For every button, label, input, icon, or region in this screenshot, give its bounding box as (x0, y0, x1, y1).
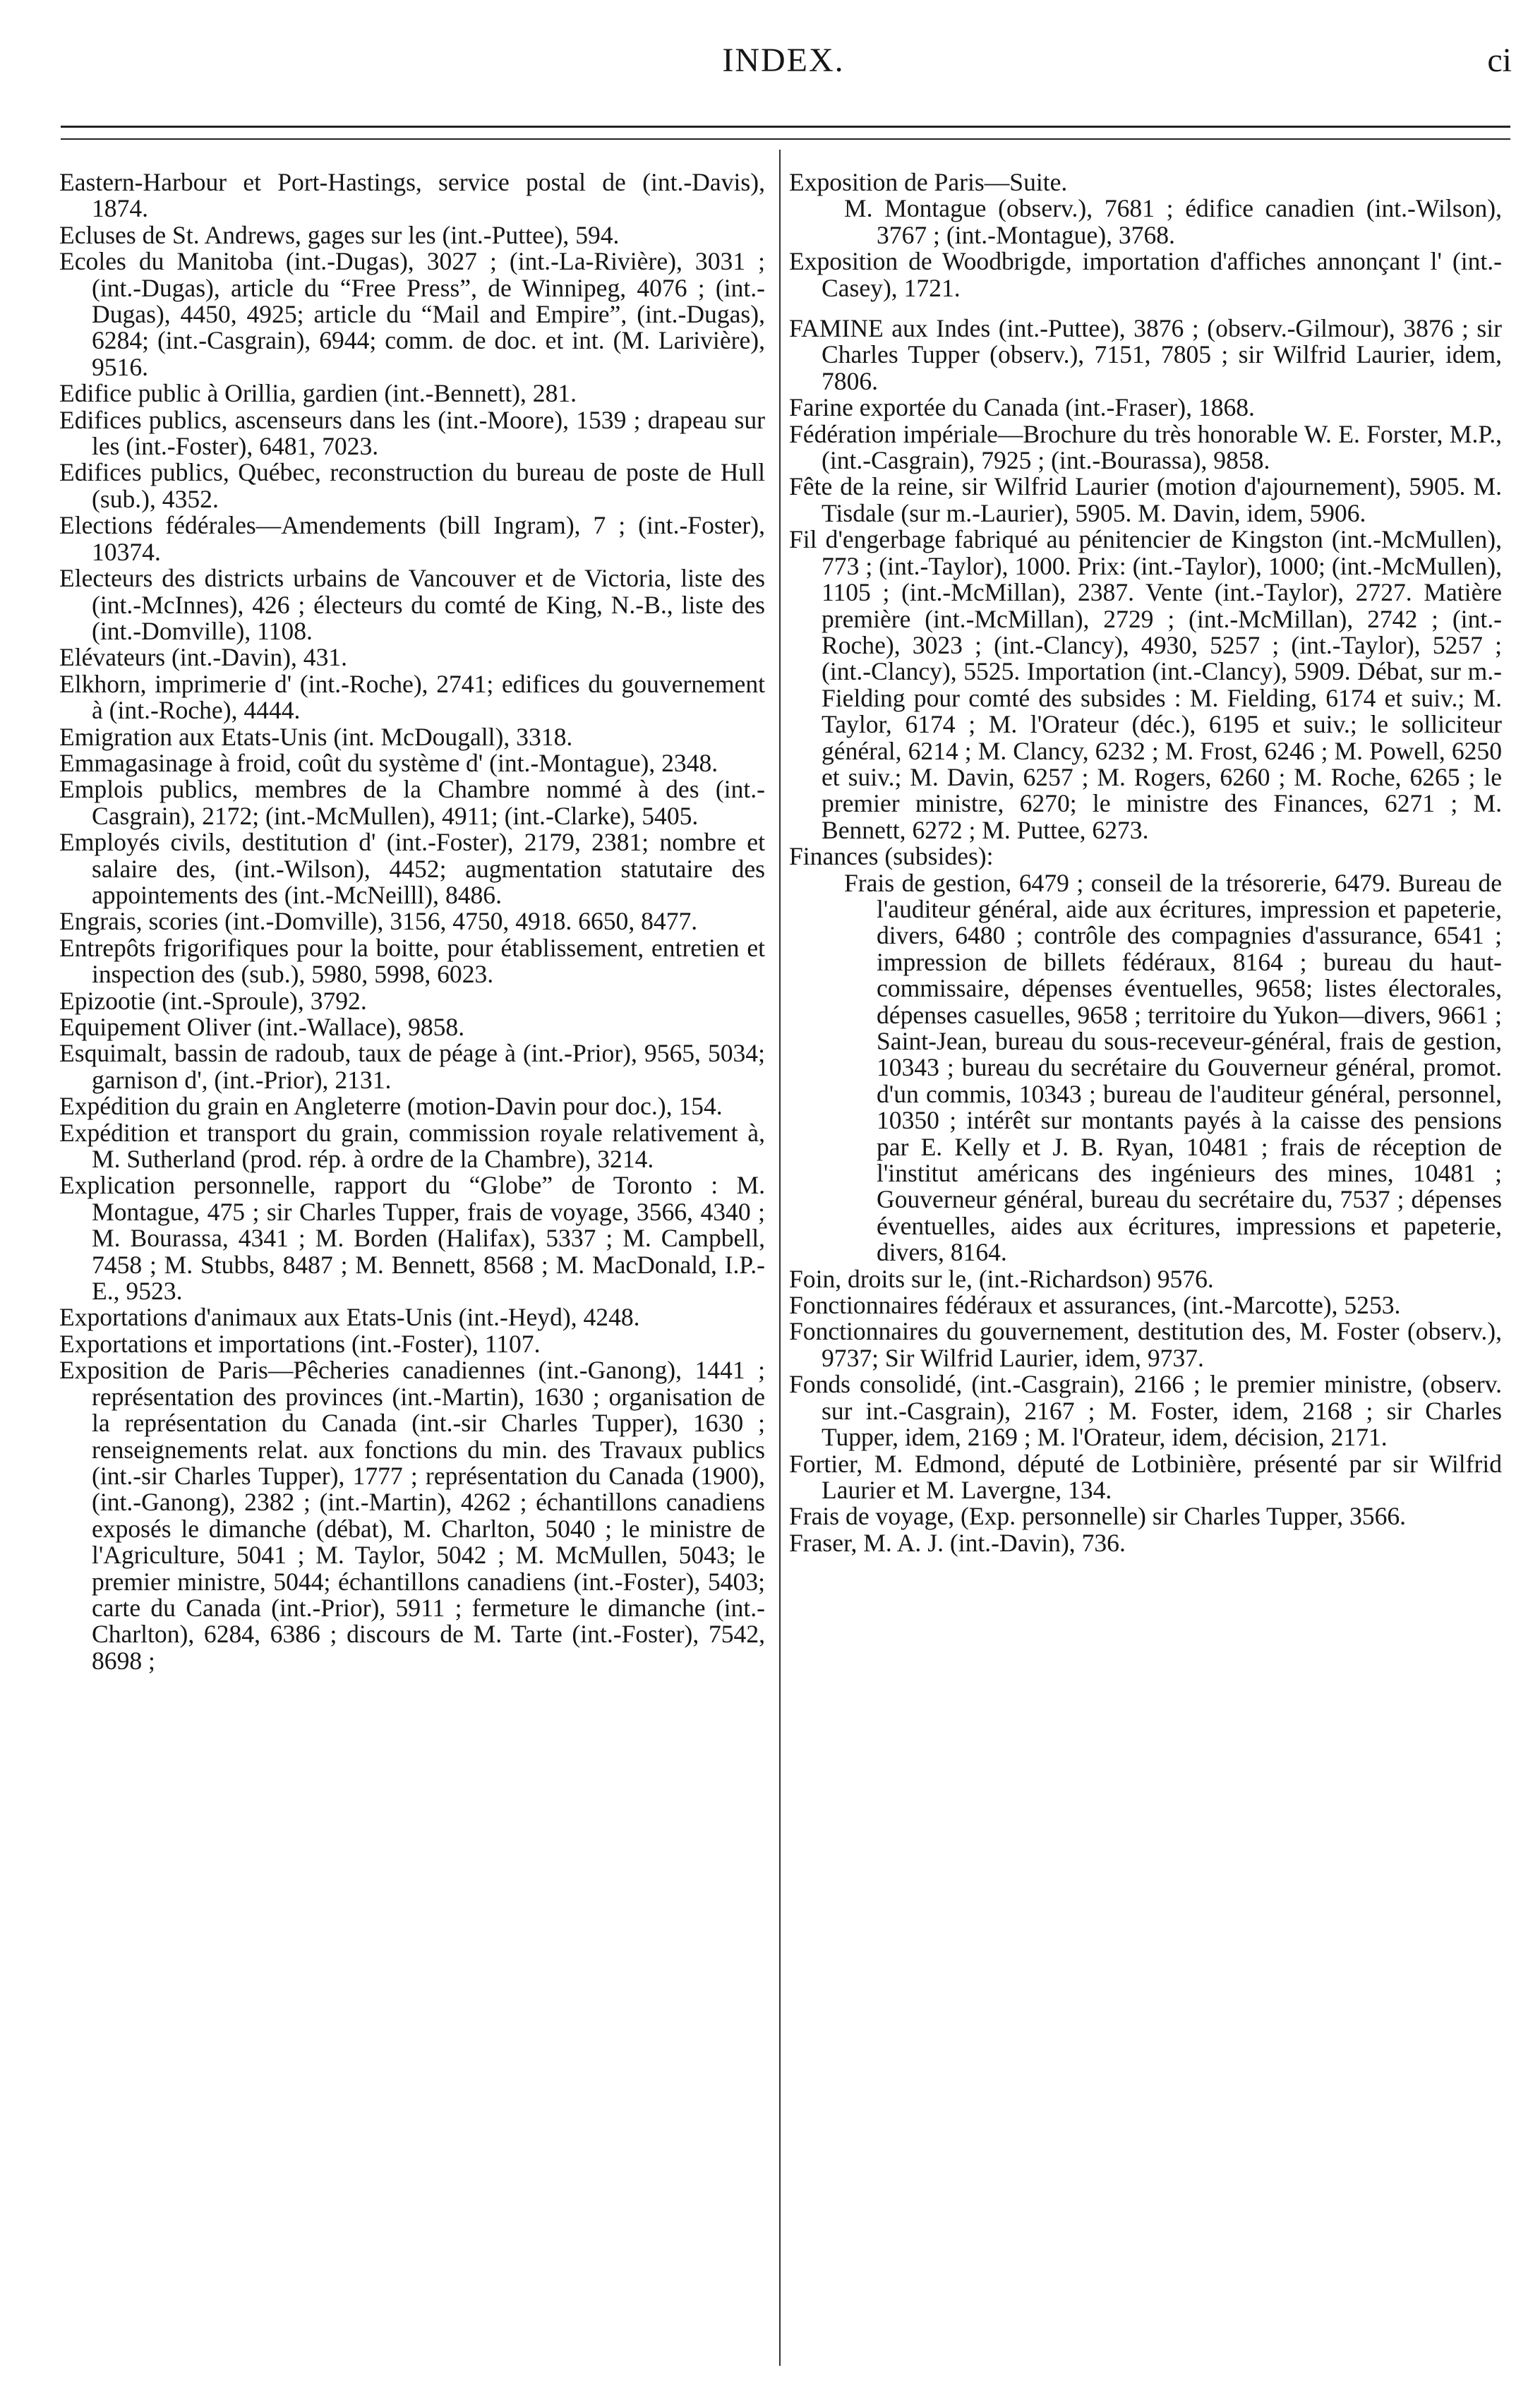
index-entry: Fête de la reine, sir Wilfrid Laurier (motion d'ajournement), 5905. M. Tisdale (sur m.-Laurier), 5905. M. Davin, idem, 5906. (789, 472, 1502, 527)
header-rule-top (61, 126, 1510, 128)
index-entry: Fil d'engerbage fabriqué au pénitencier de Kingston (int.-McMullen), 773 ; (int.-Taylor), 1000. Prix: (int.-Taylor), 1000; (int.-McMullen), 1105 ; (int.-McMillan), 2387. Vente (int.-Taylor), 2727. Matière première (int.-McMillan), 2729 ; (int.-McMillan), 2742 ; (int.-Roche), 3023 ; (int.-Clancy), 4930, 5257 ; (int.-Taylor), 5257 ; (int.-Clancy), 5525. Importation (int.-Clancy), 5909. Débat, sur m.-Fielding pour comté des subsides : M. Fielding, 6174 et suiv.; M. Taylor, 6174 ; M. l'Orateur (déc.), 6195 et suiv.; le solliciteur général, 6214 ; M. Clancy, 6232 ; M. Frost, 6246 ; M. Powell, 6250 et suiv.; M. Davin, 6257 ; M. Rogers, 6260 ; M. Roche, 6265 ; le premier ministre, 6270; le ministre des Finances, 6271 ; M. Bennett, 6272 ; M. Puttee, 6273. (789, 525, 1502, 844)
index-subentry: M. Montague (observ.), 7681 ; édifice canadien (int.-Wilson), 3767 ; (int.-Montague), 3768. (844, 194, 1502, 249)
index-entry: Explication personnelle, rapport du “Globe” de Toronto : M. Montague, 475 ; sir Charles Tupper, frais de voyage, 3566, 4340 ; M. Bourassa, 4341 ; M. Borden (Halifax), 5337 ; M. Campbell, 7458 ; M. Stubbs, 8487 ; M. Bennett, 8568 ; M. MacDonald, I.P.-E., 9523. (59, 1171, 765, 1306)
header-rule-bottom (61, 138, 1510, 140)
index-subentry: Frais de gestion, 6479 ; conseil de la trésorerie, 6479. Bureau de l'auditeur général, aide aux écritures, impression et papeterie, divers, 6480 ; contrôle des compagnies d'assurance, 6541 ; impression de billets fédéraux, 8164 ; bureau du haut-commissaire, dépenses éventuelles, 9658; listes électorales, dépenses casuelles, 9658 ; territoire du Yukon—divers, 9661 ; Saint-Jean, bureau du sous-receveur-général, frais de gestion, 10343 ; bureau du secrétaire du Gouverneur général, promot. d'un commis, 10343 ; bureau de l'auditeur général, personnel, 10350 ; intérêt sur montants payés à la caisse des pensions par E. Kelly et J. B. Ryan, 10481 ; frais de réception de l'institut américans des ingénieurs des mines, 10481 ; Gouverneur général, bureau du secrétaire du, 7537 ; dépenses éventuelles, aides aux écritures, impressions et papeterie, divers, 8164. (844, 868, 1502, 1267)
index-entry: Exportations et importations (int.-Foster), 1107. (59, 1329, 541, 1358)
index-entry: Esquimalt, bassin de radoub, taux de péage à (int.-Prior), 9565, 5034; garnison d', (int.-Prior), 2131. (59, 1039, 765, 1094)
index-entry: Elévateurs (int.-Davin), 431. (59, 643, 348, 672)
index-entry: Ecoles du Manitoba (int.-Dugas), 3027 ; (int.-La-Rivière), 3031 ; (int.-Dugas), article du “Free Press”, de Winnipeg, 4076 ; (int.-Dugas), 4450, 4925; article du “Mail and Empire”, (int.-Dugas), 6284; (int.-Casgrain), 6944; comm. de doc. et int. (M. Larivière), 9516. (59, 247, 765, 381)
index-entry: Exportations d'animaux aux Etats-Unis (int.-Heyd), 4248. (59, 1303, 640, 1332)
index-entry: Eastern-Harbour et Port-Hastings, service postal de (int.-Davis), 1874. (59, 168, 765, 223)
index-entry: Exposition de Paris—Suite. (789, 168, 1068, 196)
index-entry: Expédition du grain en Angleterre (motion-Davin pour doc.), 154. (59, 1092, 723, 1121)
index-entry: Elkhorn, imprimerie d' (int.-Roche), 2741; edifices du gouvernement à (int.-Roche), 4444. (59, 669, 765, 725)
index-entry: Ecluses de St. Andrews, gages sur les (int.-Puttee), 594. (59, 220, 620, 249)
index-entry: Equipement Oliver (int.-Wallace), 9858. (59, 1013, 465, 1041)
index-entry: Frais de voyage, (Exp. personnelle) sir Charles Tupper, 3566. (789, 1502, 1407, 1531)
index-entry: Engrais, scories (int.-Domville), 3156, 4750, 4918. 6650, 8477. (59, 907, 698, 936)
page-header (55, 41, 1512, 97)
index-entry: FAMINE aux Indes (int.-Puttee), 3876 ; (observ.-Gilmour), 3876 ; sir Charles Tupper (observ.), 7151, 7805 ; sir Wilfrid Laurier, idem, 7806. (789, 314, 1502, 395)
index-entry: Entrepôts frigorifiques pour la boitte, pour établissement, entretien et inspection des (sub.), 5980, 5998, 6023. (59, 933, 765, 989)
left-column (59, 169, 765, 1674)
index-entry: Fédération impériale—Brochure du très honorable W. E. Forster, M.P., (int.-Casgrain), 7925 ; (int.-Bourassa), 9858. (789, 419, 1502, 475)
index-entry: Expédition et transport du grain, commission royale relativement à, M. Sutherland (prod. rép. à ordre de la Chambre), 3214. (59, 1118, 765, 1174)
page-title: INDEX. (722, 42, 845, 79)
index-entry: Edifices publics, Québec, reconstruction du bureau de poste de Hull (sub.), 4352. (59, 458, 765, 513)
index-entry: Emplois publics, membres de la Chambre nommé à des (int.-Casgrain), 2172; (int.-McMullen), 4911; (int.-Clarke), 5405. (59, 775, 765, 830)
index-entry: Foin, droits sur le, (int.-Richardson) 9576. (789, 1264, 1214, 1293)
page-number: ci (1487, 42, 1512, 79)
index-entry: Fraser, M. A. J. (int.-Davin), 736. (789, 1528, 1126, 1557)
index-entry: Electeurs des districts urbains de Vancouver et de Victoria, liste des (int.-McInnes), 426 ; électeurs du comté de King, N.-B., liste des (int.-Domville), 1108. (59, 564, 765, 645)
index-entry: Fonds consolidé, (int.-Casgrain), 2166 ; le premier ministre, (observ. sur int.-Casgrain), 2167 ; M. Foster, idem, 2168 ; sir Charles Tupper, idem, 2169 ; M. l'Orateur, idem, décision, 2171. (789, 1370, 1502, 1452)
index-entry: Farine exportée du Canada (int.-Fraser), 1868. (789, 393, 1255, 422)
index-entry: Finances (subsides): (789, 842, 994, 871)
index-entry: Fonctionnaires fédéraux et assurances, (int.-Marcotte), 5253. (789, 1291, 1401, 1320)
index-entry: Emigration aux Etats-Unis (int. McDougall), 3318. (59, 722, 573, 751)
index-entry: Epizootie (int.-Sproule), 3792. (59, 986, 367, 1015)
index-entry: Exposition de Paris—Pêcheries canadiennes (int.-Ganong), 1441 ; représentation des provinces (int.-Martin), 1630 ; organisation de la représentation du Canada (int.-sir Charles Tupper), 1630 ; renseignements relat. aux fonctions du min. des Travaux publics (int.-sir Charles Tupper), 1777 ; représentation du Canada (1900), (int.-Ganong), 2382 ; (int.-Martin), 4262 ; échantillons canadiens exposés le dimanche (débat), M. Charlton, 5040 ; le ministre de l'Agriculture, 5041 ; M. Taylor, 5042 ; M. McMullen, 5043; le premier ministre, 5044; échantillons canadiens (int.-Foster), 5403; carte du Canada (int.-Prior), 5911 ; fermeture le dimanche (int.-Charlton), 6284, 6386 ; discours de M. Tarte (int.-Foster), 7542, 8698 ; (59, 1356, 765, 1675)
right-column (789, 169, 1502, 1556)
column-divider (779, 150, 781, 2366)
index-entry: Emmagasinage à froid, coût du système d' (int.-Montague), 2348. (59, 748, 718, 777)
index-entry: Employés civils, destitution d' (int.-Foster), 2179, 2381; nombre et salaire des, (int.-Wilson), 4452; augmentation statutaire des appointements des (int.-McNeilll), 8486. (59, 828, 765, 909)
index-entry: Exposition de Woodbrigde, importation d'affiches annonçant l' (int.-Casey), 1721. (789, 247, 1502, 302)
index-entry: Elections fédérales—Amendements (bill Ingram), 7 ; (int.-Foster), 10374. (59, 511, 765, 566)
index-entry: Edifices publics, ascenseurs dans les (int.-Moore), 1539 ; drapeau sur les (int.-Foster), 6481, 7023. (59, 405, 765, 461)
index-entry: Fortier, M. Edmond, député de Lotbinière, présenté par sir Wilfrid Laurier et M. Lavergne, 134. (789, 1449, 1502, 1504)
index-entry: Edifice public à Orillia, gardien (int.-Bennett), 281. (59, 379, 577, 408)
index-entry: Fonctionnaires du gouvernement, destitution des, M. Foster (observ.), 9737; Sir Wilfrid Laurier, idem, 9737. (789, 1317, 1502, 1372)
